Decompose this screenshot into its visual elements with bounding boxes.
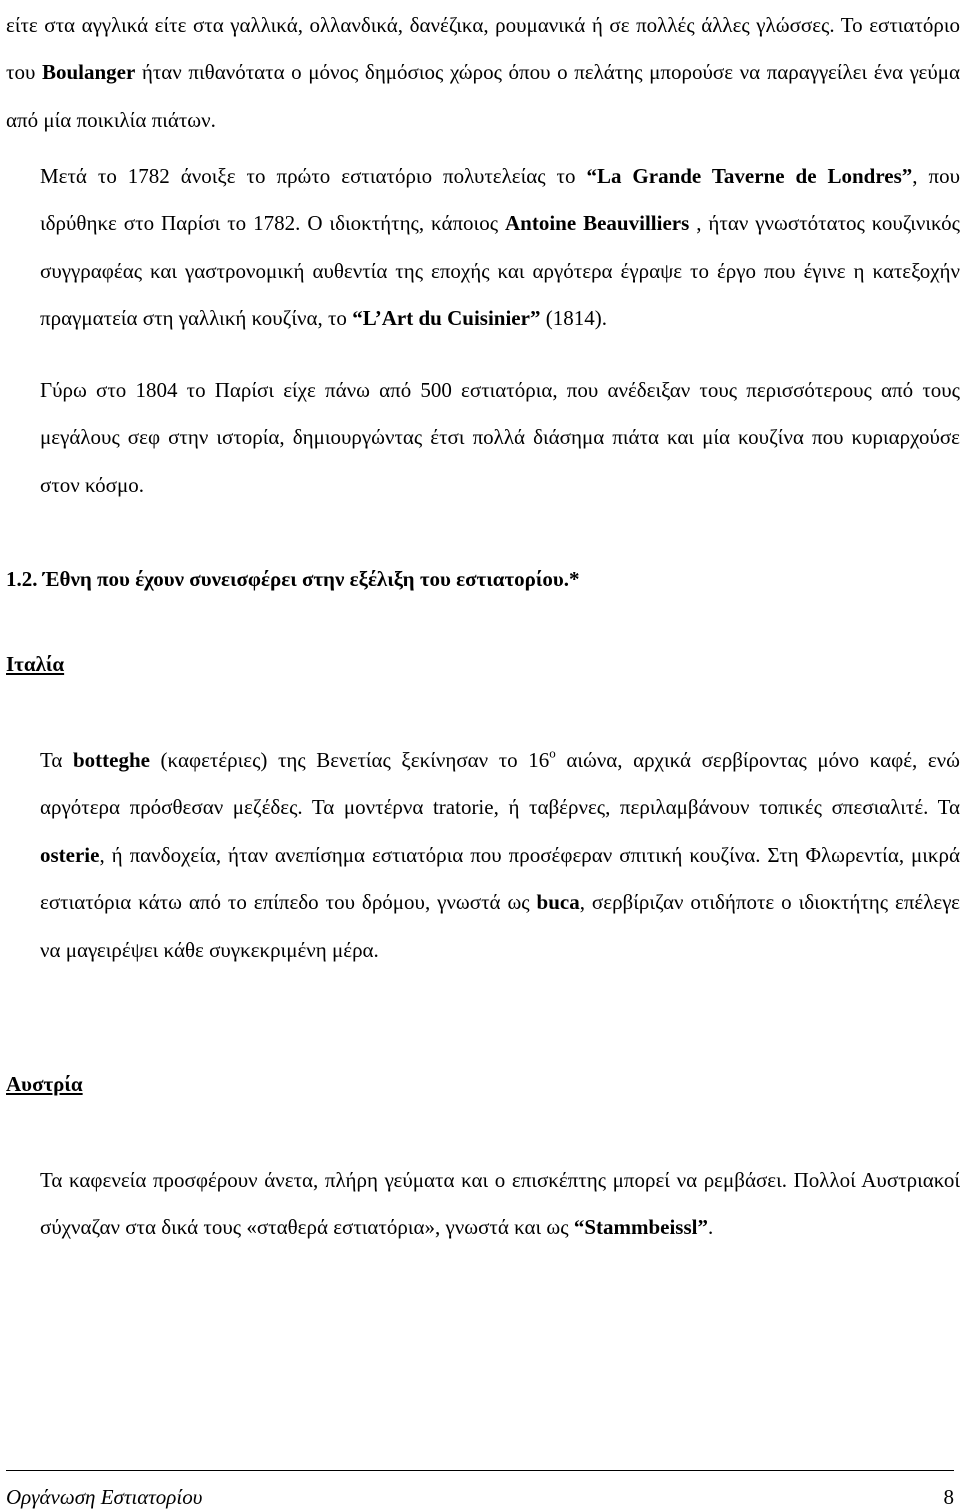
- footer-title: Οργάνωση Εστιατορίου: [6, 1485, 203, 1509]
- bold-term: “L’Art du Cuisinier”: [352, 306, 541, 331]
- bold-term: Antoine Beauvilliers: [504, 211, 690, 236]
- subheading-italy: Ιταλία: [6, 652, 65, 676]
- text: (1814).: [540, 306, 607, 331]
- superscript: ο: [549, 745, 556, 761]
- paragraph-austria: [6, 1157, 960, 1252]
- section-heading: 1.2. Έθνη που έχουν συνεισφέρει στην εξέλιξη του εστιατορίου.*: [6, 567, 580, 591]
- text: , σερβίριζαν οτιδήποτε ο ιδιοκτήτης επέλεγε να μαγειρέψει κάθε συγκεκριμένη μέρα.: [40, 890, 960, 962]
- text: ήταν πιθανότατα ο μόνος δημόσιος χώρος όπου ο πελάτης μπορούσε να παραγγείλει ένα γεύμα από μία ποικιλία πιάτων.: [6, 60, 960, 132]
- text: Μετά το 1782 άνοιξε το πρώτο εστιατόριο πολυτελείας το: [40, 164, 587, 188]
- bold-term: botteghe: [72, 748, 150, 772]
- text: Τα καφενεία προσφέρουν άνετα, πλήρη γεύματα και ο επισκέπτης μπορεί να ρεμβάσει. Πολλοί Αυστριακοί σύχναζαν στα δικά τους «σταθερά εστιατόρια», γνωστά και ως: [40, 1168, 960, 1240]
- subheading-austria: Αυστρία: [6, 1072, 83, 1096]
- text: Τα: [40, 748, 73, 772]
- bold-term: “Stammbeissl”: [573, 1215, 708, 1240]
- paragraph-italy: [6, 737, 960, 974]
- text: (καφετέριες) της Βενετίας ξεκίνησαν το 16: [149, 748, 550, 772]
- paragraph-paris-1804: Γύρω στο 1804 το Παρίσι είχε πάνω από 500 εστιατόρια, που ανέδειξαν τους περισσότερους από τους μεγάλους σεφ στην ιστορία, δημιουργώντας έτσι πολλά διάσημα πιάτα και μία κουζίνα που κυριαρχούσε στον κόσμο.: [40, 378, 960, 497]
- text: , που ιδρύθηκε στο Παρίσι το 1782. Ο ιδιοκτήτης, κάποιος: [40, 164, 960, 236]
- page-footer: [6, 1470, 954, 1511]
- paragraph-grande-taverne: [6, 153, 960, 343]
- bold-term: “La Grande Taverne de Londres”: [586, 164, 913, 188]
- bold-term: osterie: [40, 842, 100, 867]
- text: είτε στα αγγλικά είτε στα γαλλικά, ολλανδικά, δανέζικα, ρουμανικά ή σε πολλές άλλες γλώσσες. Το εστιατόριο του: [6, 13, 960, 85]
- text: , ήταν γνωστότατος κουζινικός συγγραφέας και γαστρονομική αυθεντία της εποχής και αργότερα έγραψε το έργο που έγινε η κατεξοχήν πραγματεία στη γαλλική κουζίνα, το: [40, 211, 960, 331]
- text: , ή πανδοχεία, ήταν ανεπίσημα εστιατόρια που προσέφεραν σπιτική κουζίνα. Στη Φλωρεντία, μικρά εστιατόρια κάτω από το επίπεδο του δρόμου, γνωστά ως: [40, 842, 960, 915]
- bold-term: buca: [536, 890, 580, 915]
- page-number: 8: [943, 1485, 954, 1509]
- text: αιώνα, αρχικά σερβίροντας μόνο καφέ, ενώ αργότερα πρόσθεσαν μεζέδες. Τα μοντέρνα tratorie, ή ταβέρνες, περιλαμβάνουν τοπικές σπεσιαλιτέ. Τα: [40, 748, 960, 820]
- text: .: [708, 1215, 714, 1240]
- paragraph-languages: [6, 2, 960, 144]
- bold-term: Boulanger: [41, 60, 136, 85]
